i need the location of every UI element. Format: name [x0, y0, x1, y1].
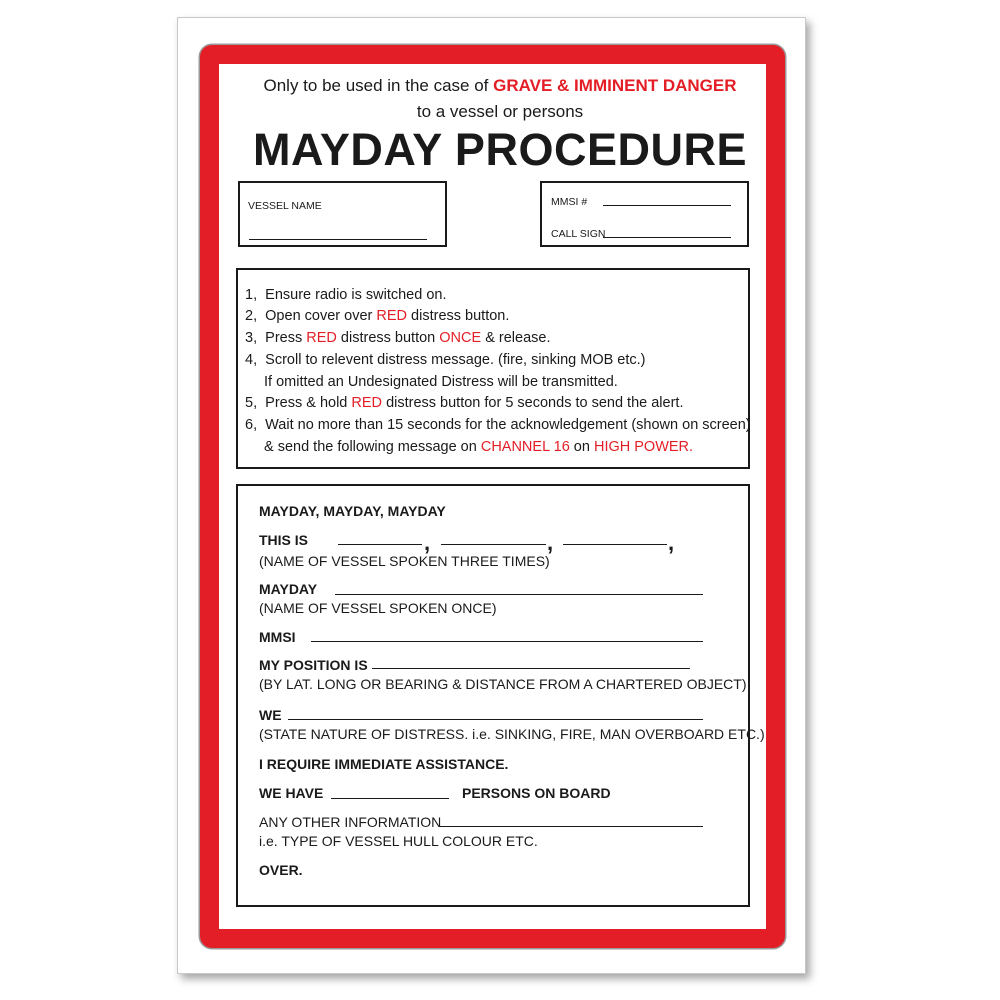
step-4: 4, Scroll to relevent distress message. (fire, sinking MOB etc.) [245, 352, 646, 368]
step-6-continued: & send the following message on CHANNEL 16 on HIGH POWER. [264, 439, 694, 455]
step-2: 2, Open cover over RED distress button. [245, 308, 510, 324]
call-sign-line[interactable] [603, 237, 731, 238]
other-info-note: i.e. TYPE OF VESSEL HULL COLOUR ETC. [259, 833, 538, 849]
comma-3: , [668, 530, 675, 555]
we-note: (STATE NATURE OF DISTRESS. i.e. SINKING, FIRE, MAN OVERBOARD ETC.) [259, 726, 765, 742]
position-note: (BY LAT. LONG OR BEARING & DISTANCE FROM A CHARTERED OBJECT) [259, 676, 747, 692]
vessel-name-box [238, 181, 447, 247]
vessel-name-line-2[interactable] [441, 544, 546, 545]
usage-warning [0, 76, 1000, 96]
mmsi-callsign-box [540, 181, 749, 247]
step-3: 3, Press RED distress button ONCE & release. [245, 330, 551, 346]
position-label: MY POSITION IS [259, 657, 368, 673]
comma-1: , [424, 530, 431, 555]
page-title: MAYDAY PROCEDURE [253, 124, 747, 175]
other-info-line[interactable] [440, 826, 703, 827]
mayday-message-box [236, 484, 765, 907]
usage-warning-prefix: Only to be used in the case of [263, 76, 489, 95]
this-is-label: THIS IS [259, 532, 309, 548]
mmsi-message-label: MMSI [259, 629, 296, 645]
mmsi-message-line[interactable] [311, 641, 703, 642]
persons-on-board-label: PERSONS ON BOARD [462, 785, 611, 801]
danger-emphasis: GRAVE & IMMINENT DANGER [493, 76, 737, 95]
step-6: 6, Wait no more than 15 seconds for the acknowledgement (shown on screen) [245, 417, 751, 433]
usage-warning-line2: to a vessel or persons [416, 102, 584, 121]
vessel-name-line[interactable] [249, 239, 427, 240]
vessel-name-label: VESSEL NAME [248, 200, 322, 212]
step-4-continued: If omitted an Undesignated Distress will be transmitted. [264, 374, 618, 390]
mayday-call: MAYDAY, MAYDAY, MAYDAY [259, 503, 446, 519]
procedure-steps-box [236, 268, 750, 469]
mayday-note: (NAME OF VESSEL SPOKEN ONCE) [259, 600, 497, 616]
mayday-label: MAYDAY [259, 581, 318, 597]
mmsi-label: MMSI # [551, 196, 588, 208]
step-5: 5, Press & hold RED distress button for 5 seconds to send the alert. [245, 395, 684, 411]
vessel-name-line-1[interactable] [338, 544, 422, 545]
mayday-vessel-line[interactable] [335, 594, 703, 595]
over-label: OVER. [259, 862, 303, 878]
persons-count-line[interactable] [331, 798, 449, 799]
step-1: 1, Ensure radio is switched on. [245, 287, 447, 303]
mmsi-line[interactable] [603, 205, 731, 206]
comma-2: , [547, 530, 554, 555]
position-line[interactable] [372, 668, 690, 669]
call-sign-label: CALL SIGN [551, 228, 606, 240]
vessel-name-line-3[interactable] [563, 544, 667, 545]
we-label: WE [259, 707, 282, 723]
we-have-label: WE HAVE [259, 785, 324, 801]
this-is-note: (NAME OF VESSEL SPOKEN THREE TIMES) [259, 553, 550, 569]
other-info-label: ANY OTHER INFORMATION [259, 814, 442, 830]
distress-nature-line[interactable] [288, 719, 703, 720]
assistance-statement: I REQUIRE IMMEDIATE ASSISTANCE. [259, 756, 509, 772]
